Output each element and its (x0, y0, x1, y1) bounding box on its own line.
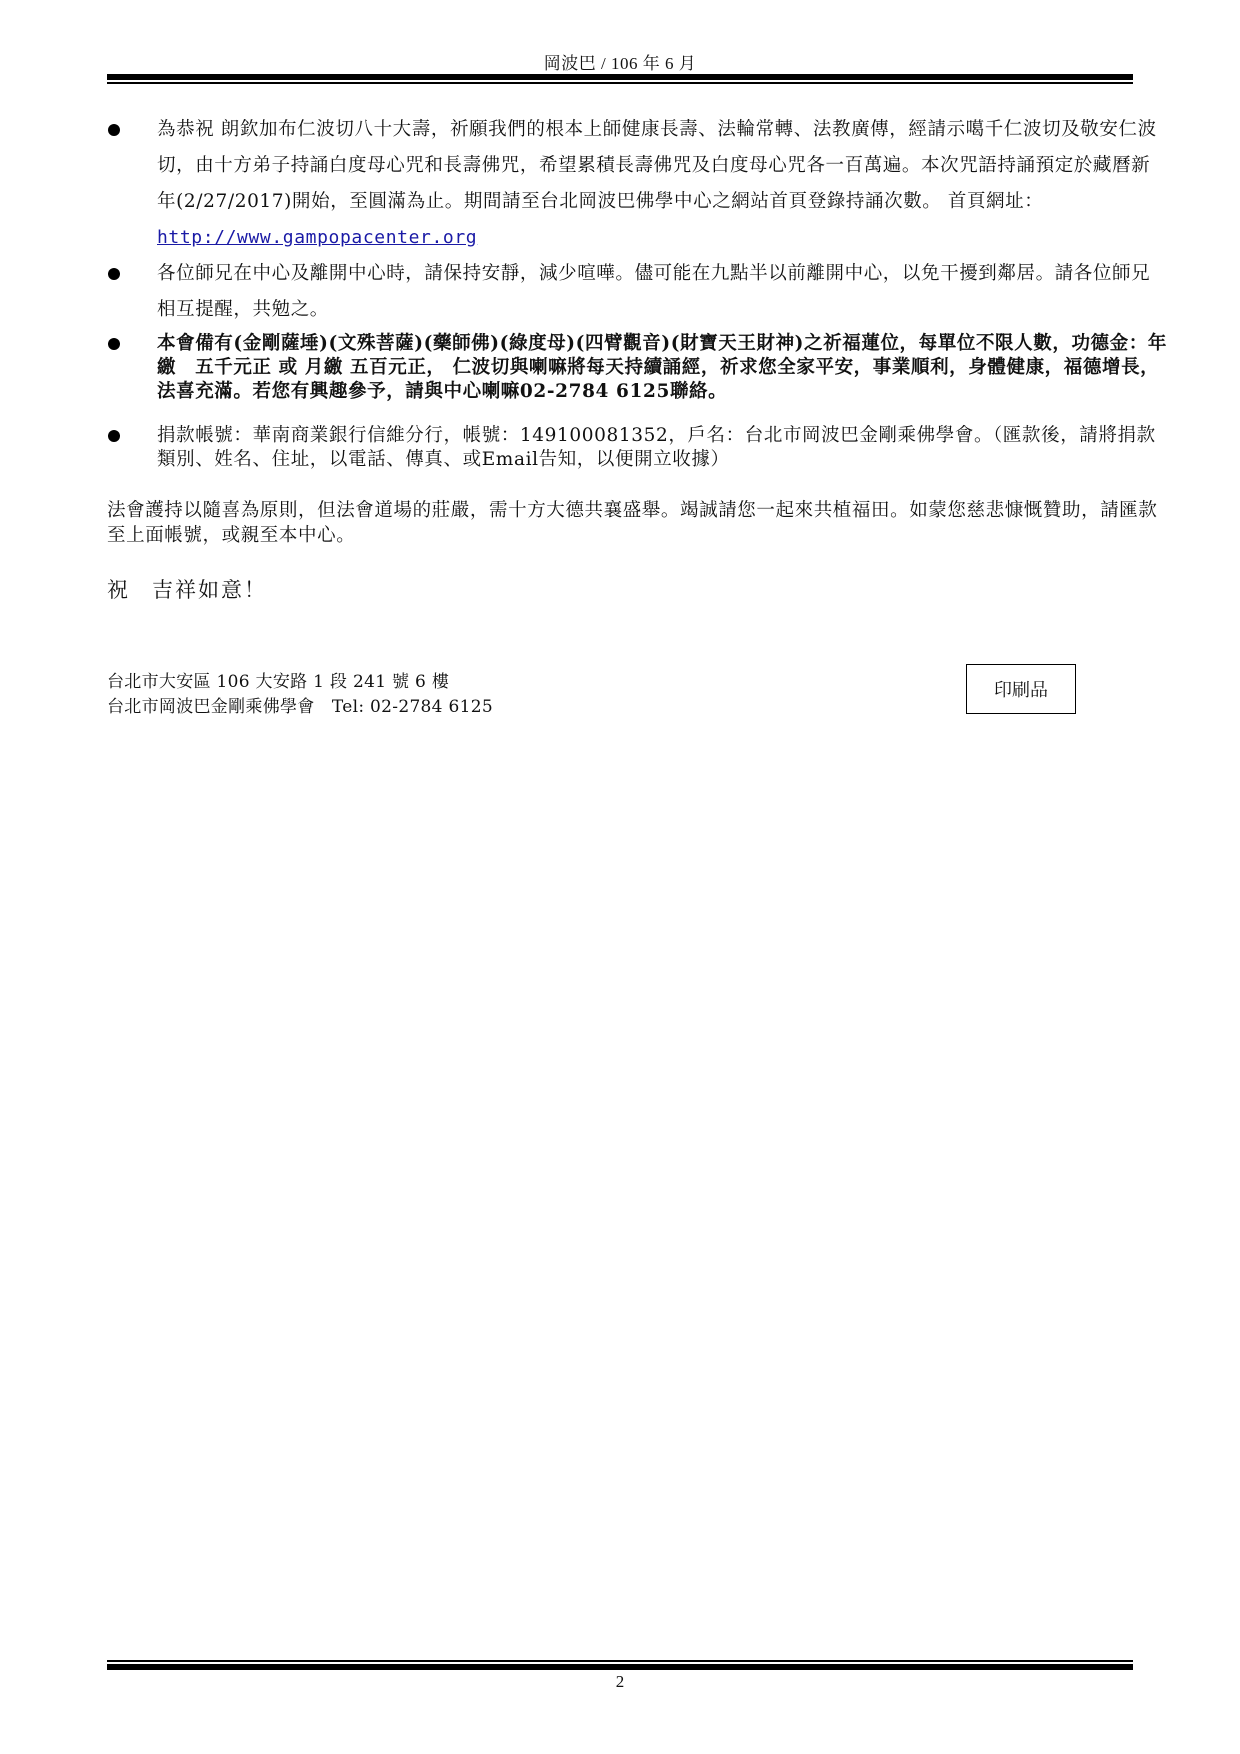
printed-matter-stamp (966, 664, 1076, 714)
notice-list (107, 112, 1167, 472)
bullet-icon (108, 430, 120, 442)
address-line-1: 台北市大安區 106 大安路 1 段 241 號 6 樓 (107, 672, 450, 692)
footer-rule-thick (107, 1664, 1133, 1670)
bullet-icon (108, 338, 120, 350)
printed-matter-label: 印刷品 (994, 680, 1048, 701)
notice-item-blessing-seats (107, 332, 1167, 404)
notice-item-donation-account (107, 424, 1167, 472)
page-number: 2 (615, 1672, 625, 1691)
closing-paragraph: 法會護持以隨喜為原則，但法會道場的莊嚴，需十方大德共襄盛舉。竭誠請您一起來共植福田。如蒙您慈悲慷慨贊助，請匯款至上面帳號，或親至本中心。 (107, 500, 1158, 546)
header-rule-thin (107, 82, 1133, 84)
notice-item-quiet (107, 256, 1167, 328)
notice-text: 本會備有(金剛薩埵)(文殊菩薩)(藥師佛)(綠度母)(四臂觀音)(財寶天王財神)之祈福蓮位，每單位不限人數，功德金：年繳 五千元正 或 月繳 五百元正， 仁波切與喇嘛將每天持續誦經，祈求您全家平安，事業順利，身體健康，福德增長，法喜充滿。若您有興趣參予，請與中心喇嘛02-2784 6125聯絡。 (157, 333, 1167, 402)
address-block (107, 670, 493, 720)
header-rule-thick (107, 74, 1133, 80)
page-header-title: 岡波巴 / 106 年 6 月 (543, 54, 697, 73)
blessing-prefix: 祝 (107, 578, 130, 602)
blessing-line (107, 574, 1167, 604)
website-link[interactable]: http://www.gampopacenter.org (157, 227, 478, 248)
blessing-text: 吉祥如意！ (152, 578, 267, 602)
bullet-icon (108, 124, 120, 136)
notice-text: 捐款帳號：華南商業銀行信維分行，帳號：149100081352，戶名：台北市岡波巴金剛乘佛學會。（匯款後，請將捐款類別、姓名、住址，以電話、傳真、或Email告知，以便開立收據） (157, 425, 1156, 470)
bullet-icon (108, 268, 120, 280)
footer-rule-thin (107, 1660, 1133, 1662)
notice-text: 各位師兄在中心及離開中心時，請保持安靜，減少喧嘩。儘可能在九點半以前離開中心，以免干擾到鄰居。請各位師兄相互提醒，共勉之。 (157, 263, 1151, 320)
address-line-2: 台北市岡波巴金剛乘佛學會 Tel: 02-2784 6125 (107, 697, 493, 717)
notice-text: 為恭祝 朗欽加布仁波切八十大壽，祈願我們的根本上師健康長壽、法輪常轉、法教廣傳，經請示噶千仁波切及敬安仁波切，由十方弟子持誦白度母心咒和長壽佛咒，希望累積長壽佛咒及白度母心咒各一百萬遍。本次咒語持誦預定於藏曆新年(2/27/2017)開始，至圓滿為止。期間請至台北岡波巴佛學中心之網站首頁登錄持誦次數。 首頁網址： (157, 119, 1157, 212)
main-content (107, 112, 1167, 604)
notice-item-longevity (107, 112, 1167, 256)
